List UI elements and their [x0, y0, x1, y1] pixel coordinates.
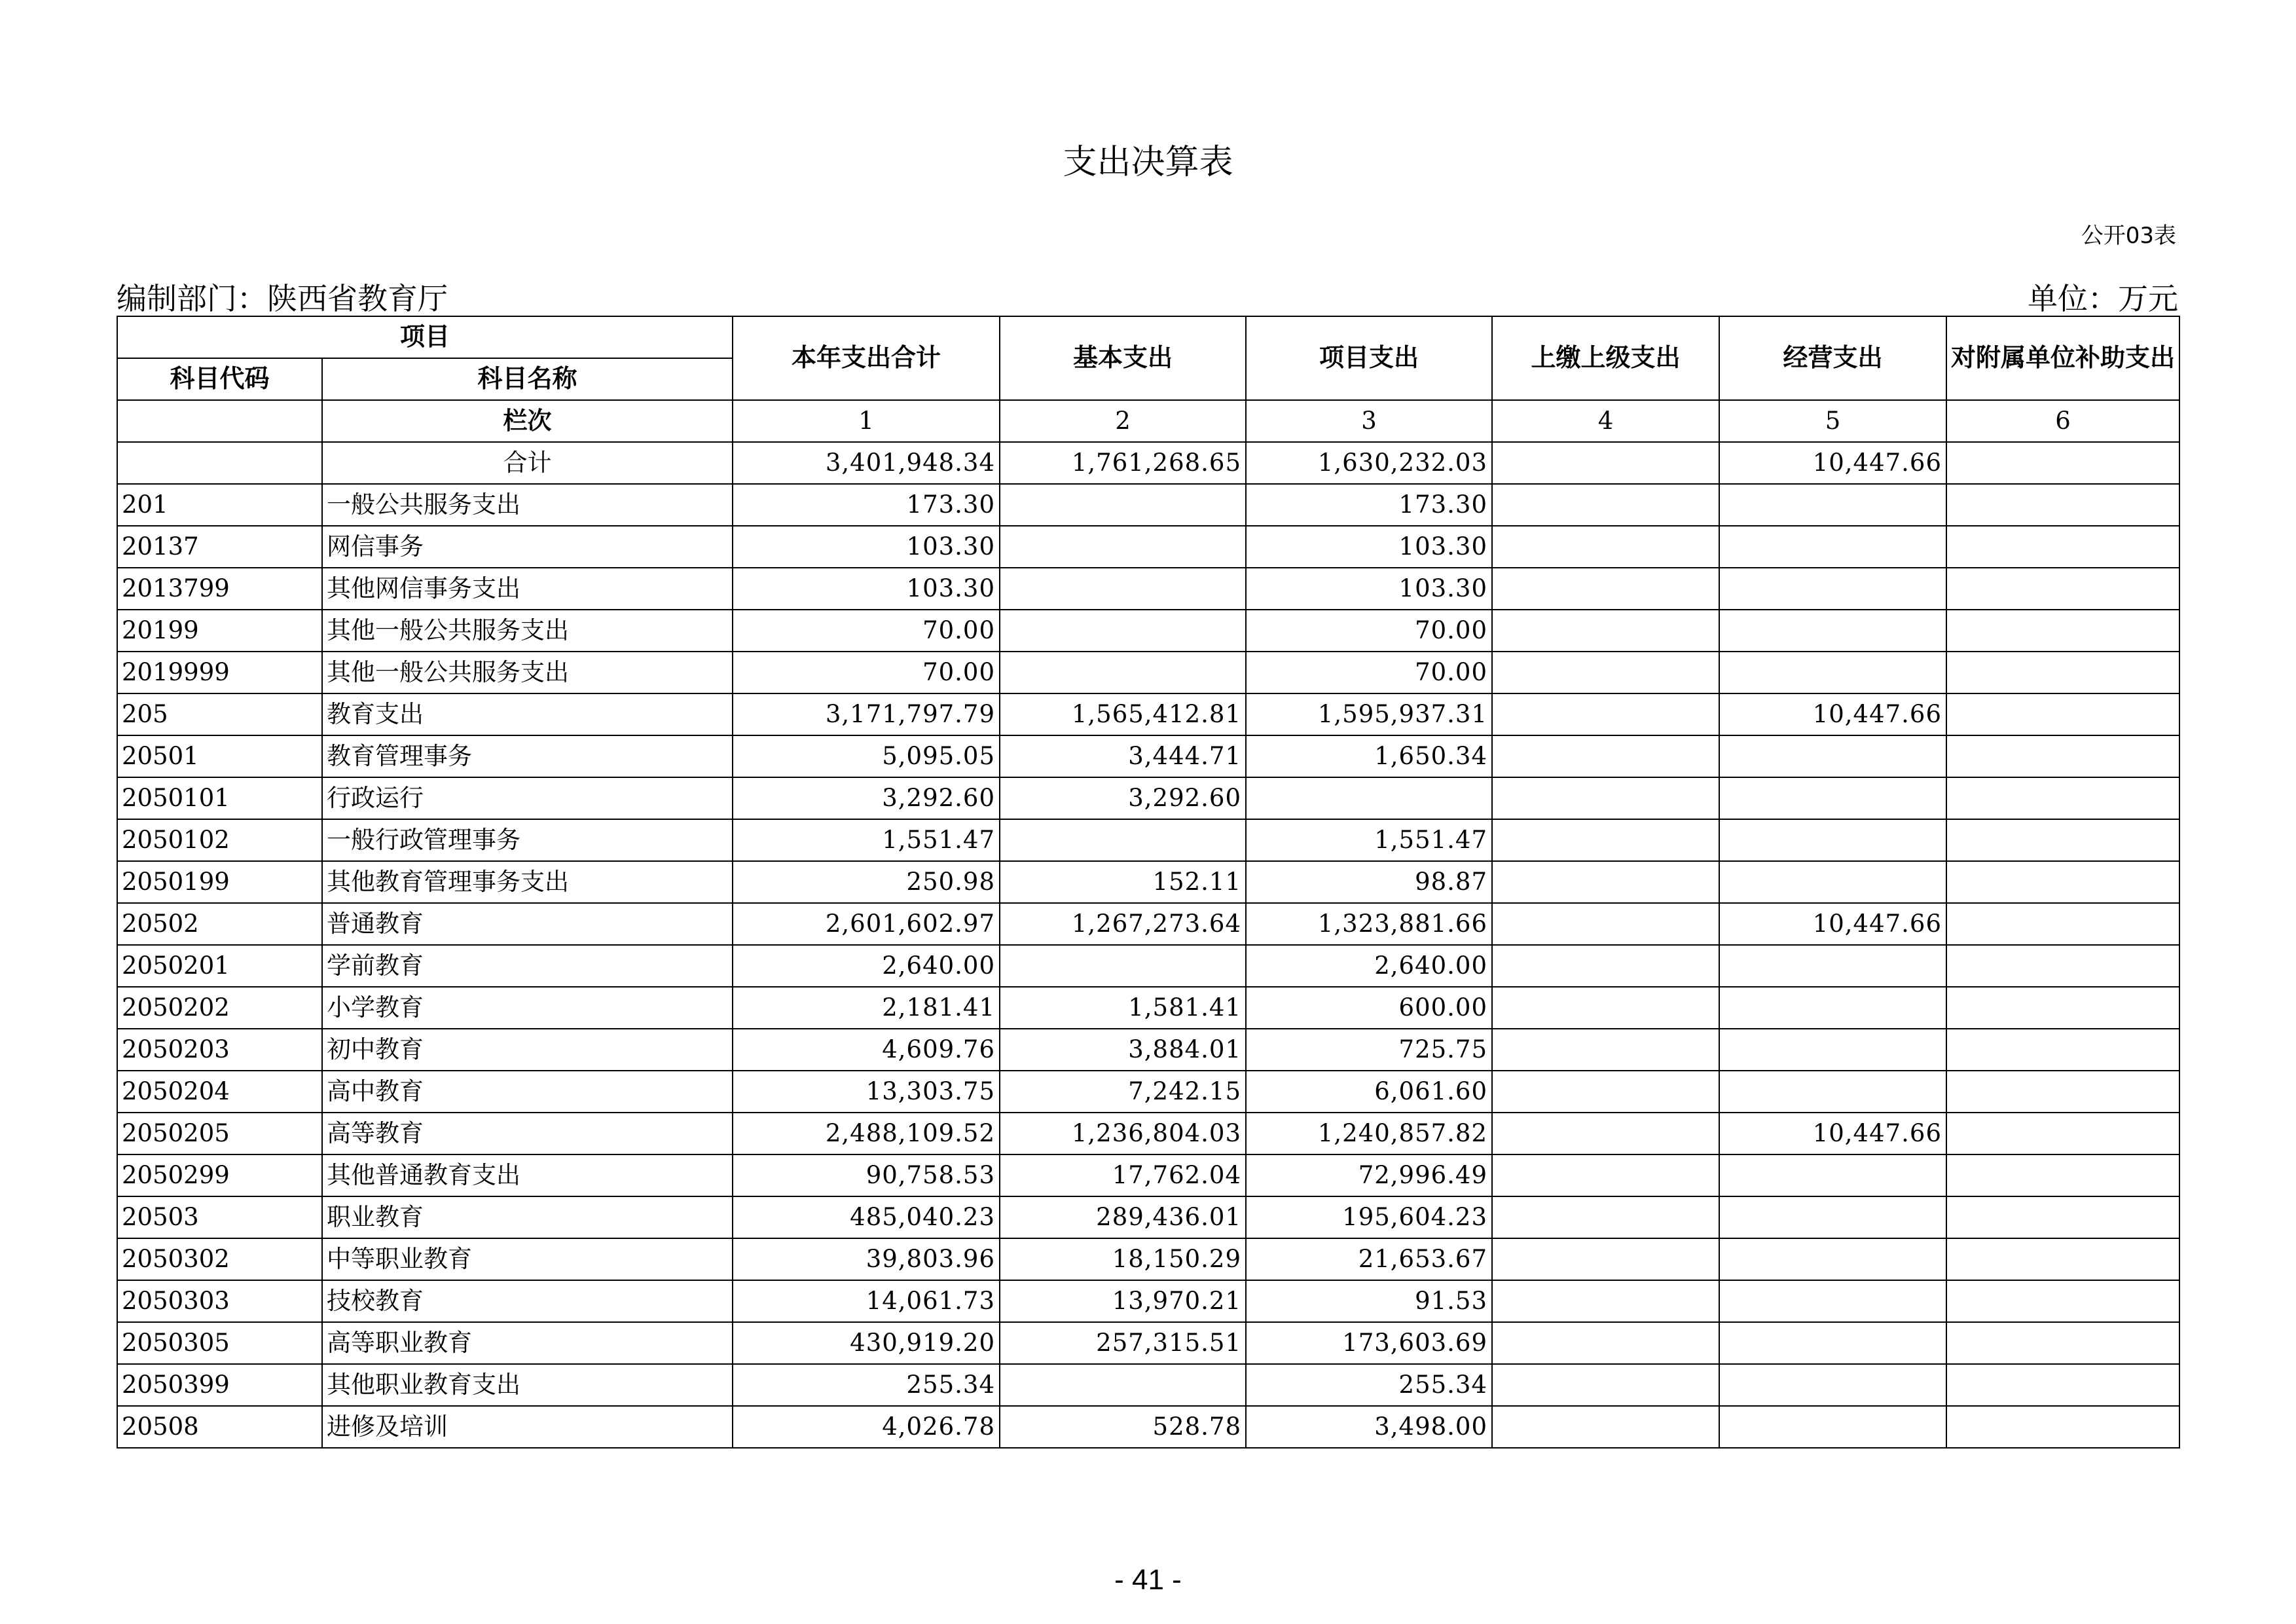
cell-name: 一般行政管理事务	[322, 819, 733, 861]
cell-business	[1719, 1196, 1946, 1238]
table-row	[117, 1196, 2179, 1238]
cell-project: 1,240,857.82	[1246, 1113, 1492, 1154]
cell-upper	[1492, 1364, 1719, 1406]
cell-project: 3,498.00	[1246, 1406, 1492, 1448]
cell-upper	[1492, 861, 1719, 903]
cell-name: 其他普通教育支出	[322, 1154, 733, 1196]
cell-upper	[1492, 1322, 1719, 1364]
cell-project: 1,650.34	[1246, 735, 1492, 777]
cell-name: 小学教育	[322, 987, 733, 1029]
header-upper: 上缴上级支出	[1492, 316, 1719, 400]
cell-basic: 13,970.21	[1000, 1280, 1246, 1322]
cell-project: 1,551.47	[1246, 819, 1492, 861]
cell-upper	[1492, 484, 1719, 526]
cell-code: 2050101	[117, 777, 322, 819]
cell-name: 普通教育	[322, 903, 733, 945]
cell-subsidy	[1946, 735, 2179, 777]
cell-project: 1,630,232.03	[1246, 442, 1492, 484]
table-row	[117, 1322, 2179, 1364]
cell-upper	[1492, 987, 1719, 1029]
table-row	[117, 484, 2179, 526]
cell-code: 2050201	[117, 945, 322, 987]
cell-upper	[1492, 693, 1719, 735]
cell-code: 2050302	[117, 1238, 322, 1280]
cell-subsidy	[1946, 861, 2179, 903]
cell-total: 430,919.20	[733, 1322, 1000, 1364]
cell-business	[1719, 1029, 1946, 1071]
cell-name: 行政运行	[322, 777, 733, 819]
cell-name: 学前教育	[322, 945, 733, 987]
table-row	[117, 1029, 2179, 1071]
table-row	[117, 1280, 2179, 1322]
cell-basic: 289,436.01	[1000, 1196, 1246, 1238]
cell-upper	[1492, 945, 1719, 987]
cell-business	[1719, 484, 1946, 526]
cell-business	[1719, 1071, 1946, 1113]
cell-code: 2019999	[117, 652, 322, 693]
cell-total: 4,026.78	[733, 1406, 1000, 1448]
cell-subsidy	[1946, 945, 2179, 987]
cell-upper	[1492, 568, 1719, 610]
table-row	[117, 987, 2179, 1029]
cell-name: 教育支出	[322, 693, 733, 735]
column-row-label: 栏次	[322, 400, 733, 442]
cell-subsidy	[1946, 1154, 2179, 1196]
cell-total: 3,171,797.79	[733, 693, 1000, 735]
cell-business	[1719, 819, 1946, 861]
cell-business	[1719, 610, 1946, 652]
cell-total: 3,292.60	[733, 777, 1000, 819]
cell-total: 5,095.05	[733, 735, 1000, 777]
column-number: 3	[1246, 400, 1492, 442]
cell-total: 103.30	[733, 568, 1000, 610]
header-subsidy: 对附属单位补助支出	[1946, 316, 2179, 400]
expenditure-table	[117, 316, 2180, 1449]
cell-total: 1,551.47	[733, 819, 1000, 861]
table-row	[117, 861, 2179, 903]
cell-basic	[1000, 484, 1246, 526]
cell-total: 39,803.96	[733, 1238, 1000, 1280]
table-row	[117, 1238, 2179, 1280]
cell-business	[1719, 945, 1946, 987]
cell-subsidy	[1946, 442, 2179, 484]
table-row	[117, 819, 2179, 861]
cell-project: 91.53	[1246, 1280, 1492, 1322]
table-row	[117, 1071, 2179, 1113]
cell-basic	[1000, 610, 1246, 652]
department-label: 编制部门：陕西省教育厅	[117, 281, 448, 316]
cell-project: 21,653.67	[1246, 1238, 1492, 1280]
cell-name: 技校教育	[322, 1280, 733, 1322]
cell-subsidy	[1946, 1322, 2179, 1364]
table-row	[117, 735, 2179, 777]
cell-business: 10,447.66	[1719, 1113, 1946, 1154]
cell-business	[1719, 1364, 1946, 1406]
cell-upper	[1492, 903, 1719, 945]
cell-basic	[1000, 819, 1246, 861]
cell-upper	[1492, 610, 1719, 652]
cell-total: 70.00	[733, 610, 1000, 652]
cell-total: 485,040.23	[733, 1196, 1000, 1238]
cell-code	[117, 442, 322, 484]
cell-business	[1719, 777, 1946, 819]
table-row	[117, 777, 2179, 819]
cell-basic: 257,315.51	[1000, 1322, 1246, 1364]
cell-upper	[1492, 442, 1719, 484]
cell-name: 中等职业教育	[322, 1238, 733, 1280]
cell-name: 职业教育	[322, 1196, 733, 1238]
cell-subsidy	[1946, 1406, 2179, 1448]
cell-project	[1246, 777, 1492, 819]
cell-subsidy	[1946, 1071, 2179, 1113]
cell-subsidy	[1946, 819, 2179, 861]
cell-code: 20501	[117, 735, 322, 777]
cell-total: 2,640.00	[733, 945, 1000, 987]
cell-total: 2,181.41	[733, 987, 1000, 1029]
header-business: 经营支出	[1719, 316, 1946, 400]
cell-basic: 3,292.60	[1000, 777, 1246, 819]
table-row	[117, 945, 2179, 987]
cell-basic: 7,242.15	[1000, 1071, 1246, 1113]
cell-business	[1719, 987, 1946, 1029]
cell-project: 70.00	[1246, 652, 1492, 693]
cell-code: 2050303	[117, 1280, 322, 1322]
cell-subsidy	[1946, 484, 2179, 526]
table-body	[117, 442, 2179, 1448]
cell-total: 70.00	[733, 652, 1000, 693]
cell-basic	[1000, 1364, 1246, 1406]
cell-total: 2,601,602.97	[733, 903, 1000, 945]
column-number: 5	[1719, 400, 1946, 442]
cell-name: 进修及培训	[322, 1406, 733, 1448]
cell-subsidy	[1946, 1364, 2179, 1406]
cell-name: 高等教育	[322, 1113, 733, 1154]
cell-basic: 1,236,804.03	[1000, 1113, 1246, 1154]
cell-name: 网信事务	[322, 526, 733, 568]
cell-basic	[1000, 652, 1246, 693]
cell-code: 2050305	[117, 1322, 322, 1364]
cell-subsidy	[1946, 652, 2179, 693]
cell-code: 205	[117, 693, 322, 735]
cell-upper	[1492, 819, 1719, 861]
table-row	[117, 652, 2179, 693]
cell-business	[1719, 735, 1946, 777]
cell-basic	[1000, 568, 1246, 610]
cell-upper	[1492, 1154, 1719, 1196]
cell-business: 10,447.66	[1719, 693, 1946, 735]
table-row	[117, 903, 2179, 945]
cell-subsidy	[1946, 693, 2179, 735]
cell-name: 初中教育	[322, 1029, 733, 1071]
cell-code: 20502	[117, 903, 322, 945]
cell-business	[1719, 652, 1946, 693]
cell-total: 14,061.73	[733, 1280, 1000, 1322]
cell-basic: 1,565,412.81	[1000, 693, 1246, 735]
cell-business	[1719, 1322, 1946, 1364]
table-row	[117, 526, 2179, 568]
cell-code: 20199	[117, 610, 322, 652]
cell-code: 2050102	[117, 819, 322, 861]
cell-subsidy	[1946, 777, 2179, 819]
cell-project: 195,604.23	[1246, 1196, 1492, 1238]
cell-upper	[1492, 735, 1719, 777]
cell-business	[1719, 861, 1946, 903]
cell-name: 教育管理事务	[322, 735, 733, 777]
unit-label: 单位：万元	[2028, 281, 2178, 316]
table-row	[117, 568, 2179, 610]
cell-business: 10,447.66	[1719, 442, 1946, 484]
cell-basic	[1000, 526, 1246, 568]
table-row	[117, 610, 2179, 652]
cell-upper	[1492, 652, 1719, 693]
cell-subsidy	[1946, 610, 2179, 652]
cell-basic: 18,150.29	[1000, 1238, 1246, 1280]
cell-project: 103.30	[1246, 526, 1492, 568]
cell-upper	[1492, 1071, 1719, 1113]
cell-basic: 1,581.41	[1000, 987, 1246, 1029]
header-project: 项目支出	[1246, 316, 1492, 400]
cell-upper	[1492, 1029, 1719, 1071]
cell-subsidy	[1946, 1029, 2179, 1071]
cell-total: 2,488,109.52	[733, 1113, 1000, 1154]
cell-code: 2050205	[117, 1113, 322, 1154]
cell-project: 6,061.60	[1246, 1071, 1492, 1113]
cell-code: 2050203	[117, 1029, 322, 1071]
cell-total: 250.98	[733, 861, 1000, 903]
table-row	[117, 1154, 2179, 1196]
cell-total: 173.30	[733, 484, 1000, 526]
cell-basic: 3,884.01	[1000, 1029, 1246, 1071]
header-code: 科目代码	[117, 358, 322, 400]
column-number: 2	[1000, 400, 1246, 442]
table-row	[117, 693, 2179, 735]
cell-total: 13,303.75	[733, 1071, 1000, 1113]
cell-name: 合计	[322, 442, 733, 484]
column-number: 6	[1946, 400, 2179, 442]
cell-upper	[1492, 526, 1719, 568]
cell-basic: 152.11	[1000, 861, 1246, 903]
cell-basic: 1,761,268.65	[1000, 442, 1246, 484]
cell-subsidy	[1946, 903, 2179, 945]
cell-code: 2050202	[117, 987, 322, 1029]
cell-name: 高等职业教育	[322, 1322, 733, 1364]
column-number: 4	[1492, 400, 1719, 442]
cell-name: 高中教育	[322, 1071, 733, 1113]
cell-project: 600.00	[1246, 987, 1492, 1029]
cell-code: 2050299	[117, 1154, 322, 1196]
cell-basic: 528.78	[1000, 1406, 1246, 1448]
cell-upper	[1492, 777, 1719, 819]
cell-total: 103.30	[733, 526, 1000, 568]
page-title: 支出决算表	[1063, 143, 1233, 182]
header-item-group: 项目	[117, 316, 733, 358]
table-row	[117, 442, 2179, 484]
cell-subsidy	[1946, 1196, 2179, 1238]
cell-business	[1719, 526, 1946, 568]
cell-project: 2,640.00	[1246, 945, 1492, 987]
cell-name: 其他职业教育支出	[322, 1364, 733, 1406]
cell-project: 1,595,937.31	[1246, 693, 1492, 735]
cell-code: 2050204	[117, 1071, 322, 1113]
cell-code: 2050399	[117, 1364, 322, 1406]
cell-business	[1719, 568, 1946, 610]
cell-subsidy	[1946, 987, 2179, 1029]
cell-business	[1719, 1406, 1946, 1448]
cell-code: 201	[117, 484, 322, 526]
cell-subsidy	[1946, 1113, 2179, 1154]
column-number: 1	[733, 400, 1000, 442]
cell-code: 20137	[117, 526, 322, 568]
cell-subsidy	[1946, 526, 2179, 568]
cell-project: 98.87	[1246, 861, 1492, 903]
header-basic: 基本支出	[1000, 316, 1246, 400]
cell-project: 725.75	[1246, 1029, 1492, 1071]
cell-project: 103.30	[1246, 568, 1492, 610]
form-number: 公开03表	[2081, 223, 2176, 249]
cell-basic: 17,762.04	[1000, 1154, 1246, 1196]
cell-basic: 1,267,273.64	[1000, 903, 1246, 945]
cell-project: 255.34	[1246, 1364, 1492, 1406]
cell-total: 4,609.76	[733, 1029, 1000, 1071]
table-row	[117, 1364, 2179, 1406]
cell-project: 70.00	[1246, 610, 1492, 652]
page-number: - 41 -	[1114, 1564, 1182, 1596]
cell-business: 10,447.66	[1719, 903, 1946, 945]
header-total: 本年支出合计	[733, 316, 1000, 400]
cell-business	[1719, 1154, 1946, 1196]
cell-name: 一般公共服务支出	[322, 484, 733, 526]
cell-business	[1719, 1280, 1946, 1322]
table-row	[117, 1113, 2179, 1154]
cell-name: 其他教育管理事务支出	[322, 861, 733, 903]
cell-total: 255.34	[733, 1364, 1000, 1406]
cell-code: 2013799	[117, 568, 322, 610]
cell-upper	[1492, 1280, 1719, 1322]
cell-basic: 3,444.71	[1000, 735, 1246, 777]
cell-subsidy	[1946, 1238, 2179, 1280]
cell-subsidy	[1946, 1280, 2179, 1322]
cell-subsidy	[1946, 568, 2179, 610]
cell-code: 20508	[117, 1406, 322, 1448]
cell-name: 其他网信事务支出	[322, 568, 733, 610]
cell-basic	[1000, 945, 1246, 987]
cell-project: 173.30	[1246, 484, 1492, 526]
cell-project: 72,996.49	[1246, 1154, 1492, 1196]
cell-code: 2050199	[117, 861, 322, 903]
cell-name: 其他一般公共服务支出	[322, 652, 733, 693]
cell-project: 173,603.69	[1246, 1322, 1492, 1364]
cell-project: 1,323,881.66	[1246, 903, 1492, 945]
cell-upper	[1492, 1238, 1719, 1280]
cell-upper	[1492, 1113, 1719, 1154]
cell-business	[1719, 1238, 1946, 1280]
column-row-blank	[117, 400, 322, 442]
table-row	[117, 1406, 2179, 1448]
cell-total: 90,758.53	[733, 1154, 1000, 1196]
cell-name: 其他一般公共服务支出	[322, 610, 733, 652]
cell-total: 3,401,948.34	[733, 442, 1000, 484]
header-name: 科目名称	[322, 358, 733, 400]
cell-upper	[1492, 1406, 1719, 1448]
cell-upper	[1492, 1196, 1719, 1238]
cell-code: 20503	[117, 1196, 322, 1238]
